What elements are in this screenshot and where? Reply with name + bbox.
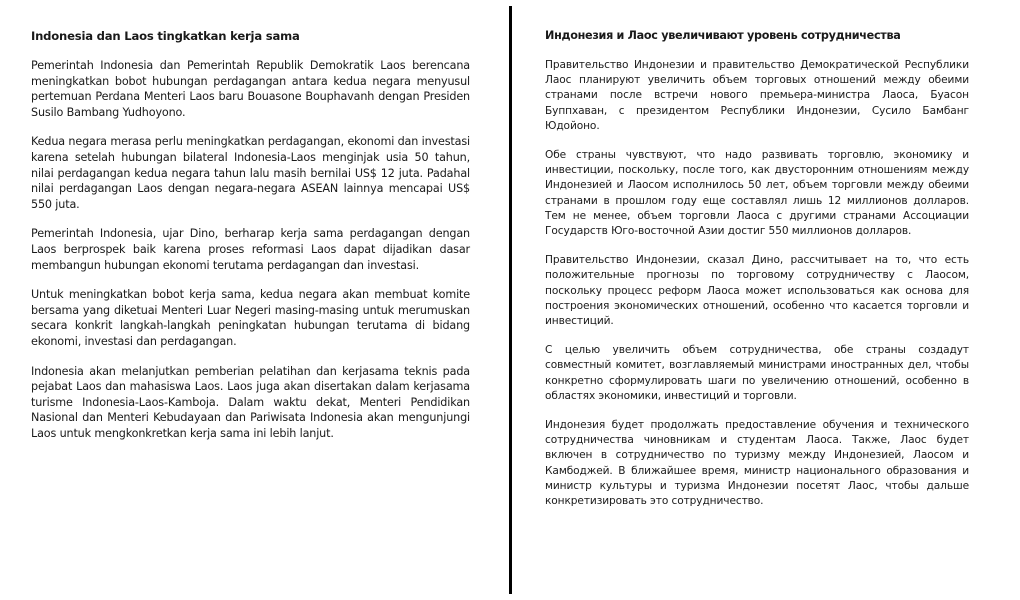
paragraph: Pemerintah Indonesia dan Pemerintah Republik Demokratik Laos berencana meningkatkan bobot hubungan perdagangan antara kedua negara menyusul pertemuan Perdana Menteri Laos baru Bouasone Bouphavanh dengan Presiden Susilo Bambang Yudhoyono. [31, 59, 470, 119]
article-title: Индонезия и Лаос увеличивают уровень сотрудничества [545, 29, 901, 42]
paragraph: Untuk meningkatkan bobot kerja sama, kedua negara akan membuat komite bersama yang diketuai Menteri Luar Negeri masing-masing untuk merumuskan secara konkrit langkah-langkah peningkatan hubungan terutama di bidang ekonomi, investasi dan perdagangan. [31, 288, 470, 348]
column-divider [509, 6, 512, 594]
russian-article [545, 28, 969, 523]
paragraph: С целью увеличить объем сотрудничества, обе страны создадут совместный комитет, возглавляемый министрами иностранных дел, чтобы конкретно сформулировать шаги по увеличению отношений, особенно в областях экономики, инвестиций и торговли. [545, 344, 969, 402]
paragraph: Индонезия будет продолжать предоставление обучения и технического сотрудничества чиновникам и студентам Лаоса. Также, Лаос будет включен в сотрудничество по туризму между Индонезией, Лаосом и Камбоджей. В ближайшее время, министр национального образования и министр культуры и туризма Индонезии посетят Лаос, чтобы дальше конкретизировать это сотрудничество. [545, 419, 969, 508]
paragraph: Обе страны чувствуют, что надо развивать торговлю, экономику и инвестиции, поскольку, после того, как двусторонним отношениям между Индонезией и Лаосом исполнилось 50 лет, объем торговли между обеими странами в прошлом году еще составлял лишь 12 миллионов долларов. Тем не менее, объем торговли Лаоса с другими странами Ассоциации Государств Юго-восточной Азии достиг 550 миллионов долларов. [545, 149, 969, 238]
article-title: Indonesia dan Laos tingkatkan kerja sama [31, 29, 300, 43]
paragraph: Kedua negara merasa perlu meningkatkan perdagangan, ekonomi dan investasi karena setelah hubungan bilateral Indonesia-Laos menginjak usia 50 tahun, nilai perdagangan kedua negara tahun lalu masih bernilai US$ 12 juta. Padahal nilai perdagangan Laos dengan negara-negara ASEAN lainnya mencapai US$ 550 juta. [31, 135, 470, 211]
paragraph: Правительство Индонезии и правительство Демократической Республики Лаос планируют увеличить объем торговых отношений между обеими странами после встречи нового премьера-министра Лаоса, Буасон Буппхаван, с президентом Республики Индонезии, Сусило Бамбанг Юдойоно. [545, 59, 969, 132]
paragraph: Indonesia akan melanjutkan pemberian pelatihan dan kerjasama teknis pada pejabat Laos dan mahasiswa Laos. Laos juga akan disertakan dalam kerjasama turisme Indonesia-Laos-Kamboja. Dalam waktu dekat, Menteri Pendidikan Nasional dan Menteri Kebudayaan dan Pariwisata Indonesia akan mengunjungi Laos untuk mengkonkretkan kerja sama ini lebih lanjut. [31, 364, 470, 440]
paragraph: Pemerintah Indonesia, ujar Dino, berharap kerja sama perdagangan dengan Laos berprospek baik karena proses reformasi Laos dapat dijadikan dasar membangun hubungan ekonomi terutama perdagangan dan investasi. [31, 227, 470, 272]
paragraph: Правительство Индонезии, сказал Дино, рассчитывает на то, что есть положительные прогнозы по торговому сотрудничеству с Лаосом, поскольку процесс реформ Лаоса может использоваться как основа для построения экономических отношений, особенно что касается торговли и инвестиций. [545, 254, 969, 328]
indonesian-article [31, 28, 470, 455]
